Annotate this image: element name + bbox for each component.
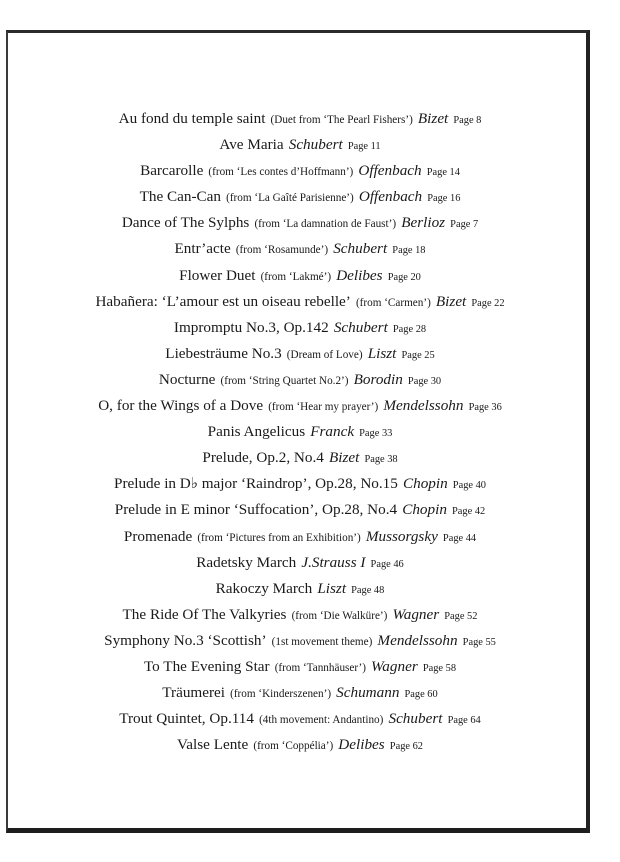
contents-entry[interactable]	[10, 575, 590, 601]
entry-source: (from ‘Carmen’)	[355, 296, 431, 309]
entry-page: Page 40	[452, 480, 486, 492]
entry-composer: Offenbach	[358, 188, 423, 206]
entry-title: Prelude in E minor ‘Suffocation’, Op.28, No.4	[114, 501, 398, 519]
entry-page: Page 48	[351, 584, 385, 596]
entry-source: (Dream of Love)	[286, 348, 363, 361]
contents-entry[interactable]	[10, 627, 590, 653]
contents-entry[interactable]	[10, 470, 590, 496]
entry-page: Page 58	[422, 662, 457, 674]
entry-title: Au fond du temple saint	[118, 110, 266, 127]
entry-title: Träumerei	[162, 684, 225, 702]
entry-title: The Ride Of The Valkyries	[122, 605, 287, 623]
contents-entry[interactable]	[10, 183, 590, 209]
entry-title: Impromptu No.3, Op.142	[173, 318, 329, 336]
entry-composer: Mussorgsky	[365, 527, 438, 545]
contents-entry[interactable]	[10, 444, 590, 470]
contents-entry[interactable]	[10, 731, 590, 757]
entry-page: Page 14	[426, 167, 460, 179]
entry-page: Page 30	[407, 375, 442, 387]
entry-title: Dance of The Sylphs	[121, 214, 250, 232]
entry-title: Radetsky March	[196, 553, 297, 571]
contents-entry[interactable]	[10, 105, 590, 131]
entry-source: (1st movement theme)	[271, 635, 373, 648]
entry-composer: Schumann	[336, 684, 400, 702]
entry-page: Page 60	[404, 689, 438, 701]
entry-composer: Mendelssohn	[383, 397, 464, 415]
entry-page: Page 64	[447, 715, 481, 727]
entry-composer: Mendelssohn	[377, 631, 458, 649]
entry-title: Flower Duet	[179, 266, 256, 284]
entry-composer: Liszt	[317, 579, 347, 597]
contents-entry[interactable]	[10, 392, 590, 418]
entry-composer: Berlioz	[401, 214, 446, 232]
entry-source: (from ‘Coppélia’)	[253, 740, 334, 753]
entry-page: Page 25	[401, 349, 435, 361]
entry-composer: Chopin	[402, 475, 448, 493]
entry-source: (from ‘Les contes d’Hoffmann’)	[208, 166, 354, 179]
entry-source: (from ‘Hear my prayer’)	[268, 401, 379, 414]
entry-page: Page 33	[359, 428, 393, 440]
entry-composer: Schubert	[333, 318, 388, 336]
entry-title: Rakoczy March	[215, 579, 313, 597]
entry-title: To The Evening Star	[143, 657, 270, 675]
entry-page: Page 46	[370, 558, 404, 570]
entry-page: Page 38	[364, 454, 398, 466]
entry-title: Promenade	[123, 527, 193, 545]
entry-source: (from ‘Die Walküre’)	[291, 609, 388, 622]
entry-title: Nocturne	[158, 370, 216, 388]
contents-entry[interactable]	[10, 601, 590, 627]
contents-entry[interactable]	[10, 262, 590, 288]
entry-page: Page 8	[453, 115, 482, 126]
entry-title: O, for the Wings of a Dove	[98, 397, 264, 415]
entry-title: Valse Lente	[177, 736, 249, 754]
entry-title: Prelude in D♭ major ‘Raindrop’, Op.28, No.15	[114, 475, 398, 493]
entry-page: Page 22	[471, 297, 505, 309]
entry-composer: Schubert	[333, 240, 388, 258]
contents-entry[interactable]	[10, 340, 590, 366]
entry-page: Page 28	[392, 323, 427, 335]
entry-composer: Schubert	[288, 136, 343, 154]
entry-page: Page 7	[450, 219, 479, 231]
entry-title: Liebesträume No.3	[165, 344, 282, 362]
entry-page: Page 52	[444, 610, 478, 622]
entry-composer: Wagner	[392, 605, 440, 623]
contents-entry[interactable]	[10, 366, 590, 392]
contents-entry[interactable]	[10, 496, 590, 522]
entry-page: Page 36	[468, 402, 502, 414]
entry-page: Page 16	[427, 193, 461, 205]
entry-composer: Bizet	[328, 449, 360, 467]
entry-composer: Bizet	[435, 292, 467, 310]
entry-composer: Wagner	[371, 657, 418, 675]
entry-title: Barcarolle	[140, 162, 204, 180]
entry-composer: Bizet	[417, 110, 449, 127]
entry-title: Ave Maria	[219, 136, 284, 154]
contents-entry[interactable]	[10, 705, 590, 731]
entry-source: (Duet from ‘The Pearl Fishers’)	[270, 114, 413, 126]
entry-title: Prelude, Op.2, No.4	[202, 449, 324, 467]
entry-composer: Liszt	[367, 344, 397, 362]
entry-composer: J.Strauss I	[301, 553, 366, 571]
entry-composer: Offenbach	[358, 162, 422, 180]
entry-source: (from ‘Pictures from an Exhibition’)	[197, 531, 361, 544]
entry-composer: Schubert	[388, 710, 443, 728]
entry-source: (from ‘Tannhäuser’)	[274, 661, 366, 674]
entry-composer: Chopin	[402, 501, 447, 519]
entry-page: Page 55	[462, 636, 496, 648]
entry-page: Page 18	[392, 245, 426, 257]
entry-source: (from ‘Rosamunde’)	[235, 244, 329, 257]
entry-source: (from ‘String Quartet No.2’)	[220, 374, 349, 387]
contents-entry[interactable]	[10, 235, 590, 261]
contents-entry[interactable]	[10, 314, 590, 340]
entry-title: Panis Angelicus	[207, 423, 306, 441]
entry-title: The Can-Can	[139, 188, 221, 206]
entry-source: (from ‘La Gaîté Parisienne’)	[226, 192, 354, 205]
entry-title: Entr’acte	[174, 240, 231, 258]
entry-composer: Borodin	[353, 370, 403, 388]
contents-entry[interactable]	[10, 131, 590, 157]
contents-entry[interactable]	[10, 549, 590, 575]
entry-composer: Delibes	[336, 266, 383, 284]
contents-entry[interactable]	[10, 679, 590, 705]
contents-entry[interactable]	[10, 157, 590, 183]
contents-entry[interactable]	[10, 288, 590, 314]
contents-entry[interactable]	[10, 209, 590, 235]
entry-page: Page 44	[442, 532, 477, 544]
entry-page: Page 62	[389, 741, 423, 753]
entry-composer: Delibes	[338, 736, 385, 754]
entry-source: (from ‘La damnation de Faust’)	[254, 218, 397, 231]
entry-page: Page 20	[387, 271, 421, 283]
entry-composer: Franck	[310, 423, 355, 441]
contents-entry[interactable]	[10, 653, 590, 679]
entry-page: Page 11	[347, 141, 381, 153]
entry-source: (4th movement: Andantino)	[259, 714, 384, 727]
entry-title: Habañera: ‘L’amour est un oiseau rebelle’	[95, 292, 351, 310]
entry-title: Trout Quintet, Op.114	[119, 710, 254, 728]
entry-page: Page 42	[452, 506, 486, 518]
entry-title: Symphony No.3 ‘Scottish’	[104, 631, 267, 649]
contents-entry[interactable]	[10, 523, 590, 549]
entry-source: (from ‘Lakmé’)	[260, 270, 332, 283]
contents-list	[10, 105, 590, 757]
contents-entry[interactable]	[10, 418, 590, 444]
entry-source: (from ‘Kinderszenen’)	[230, 688, 332, 701]
